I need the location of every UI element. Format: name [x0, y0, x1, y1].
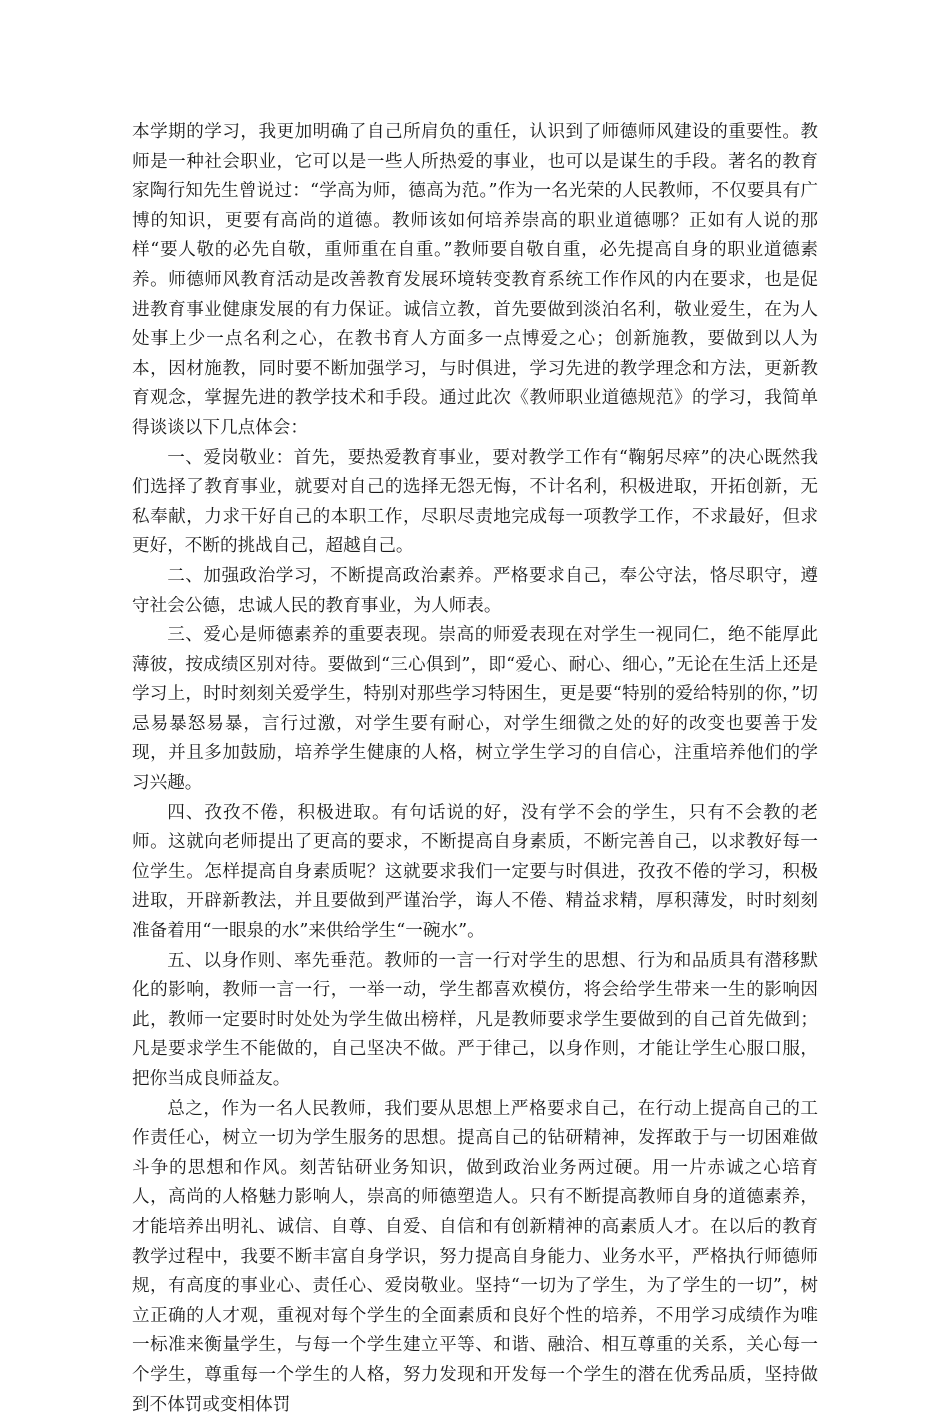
- document-body: [132, 118, 818, 1420]
- paragraph-point-5: 五、以身作则、率先垂范。教师的一言一行对学生的思想、行为和品质具有潜移默化的影响，教师一言一行，一举一动，学生都喜欢模仿，将会给学生带来一生的影响因此，教师一定要时时处处为学生做出榜样，凡是教师要求学生要做到的自己首先做到；凡是要求学生不能做的，自己坚决不做。严于律己，以身作则，才能让学生心服口服，把你当成良师益友。: [132, 950, 818, 1089]
- paragraph-conclusion: 总之，作为一名人民教师，我们要从思想上严格要求自己，在行动上提高自己的工作责任心，树立一切为学生服务的思想。提高自己的钻研精神，发挥敢于与一切困难做斗争的思想和作风。刻苦钻研业务知识，做到政治业务两过硬。用一片赤诚之心培育人，高尚的人格魅力影响人，崇高的师德塑造人。只有不断提高教师自身的道德素养，才能培养出明礼、诚信、自尊、自爱、自信和有创新精神的高素质人才。在以后的教育教学过程中，我要不断丰富自身学识，努力提高自身能力、业务水平，严格执行师德师规，有高度的事业心、责任心、爱岗敬业。坚持“一切为了学生，为了学生的一切”，树立正确的人才观，重视对每个学生的全面素质和良好个性的培养，不用学习成绩作为唯一标准来衡量学生，与每一个学生建立平等、和谐、融洽、相互尊重的关系，关心每一个学生，尊重每一个学生的人格，努力发现和开发每一个学生的潜在优秀品质，坚持做到不体罚或变相体罚: [132, 1098, 818, 1415]
- paragraph-point-4: 四、孜孜不倦，积极进取。有句话说的好，没有学不会的学生，只有不会教的老师。这就向老师提出了更高的要求，不断提高自身素质，不断完善自己，以求教好每一位学生。怎样提高自身素质呢？这就要求我们一定要与时俱进，孜孜不倦的学习，积极进取，开辟新教法，并且要做到严谨治学，诲人不倦、精益求精，厚积薄发，时时刻刻准备着用“一眼泉的水”来供给学生“一碗水”。: [132, 802, 818, 942]
- paragraph-point-3: 三、爱心是师德素养的重要表现。崇高的师爱表现在对学生一视同仁，绝不能厚此薄彼，按成绩区别对待。要做到“三心俱到”，即“爱心、耐心、细心，”无论在生活上还是学习上，时时刻刻关爱学生，特别对那些学习特困生，更是要“特别的爱给特别的你，”切忌易暴怒易暴，言行过激，对学生要有耐心，对学生细微之处的好的改变也要善于发现，并且多加鼓励，培养学生健康的人格，树立学生学习的自信心，注重培养他们的学习兴趣。: [132, 625, 818, 794]
- paragraph-intro: 本学期的学习，我更加明确了自己所肩负的重任，认识到了师德师风建设的重要性。教师是一种社会职业，它可以是一些人所热爱的事业，也可以是谋生的手段。著名的教育家陶行知先生曾说过：“学高为师，德高为范。”作为一名光荣的人民教师，不仅要具有广博的知识，更要有高尚的道德。教师该如何培养崇高的职业道德哪？正如有人说的那样“要人敬的必先自敬，重师重在自重。”教师要自敬自重，必先提高自身的职业道德素养。师德师风教育活动是改善教育发展环境转变教育系统工作作风的内在要求，也是促进教育事业健康发展的有力保证。诚信立教，首先要做到淡泊名利，敬业爱生，在为人处事上少一点名利之心，在教书育人方面多一点博爱之心；创新施教，要做到以人为本，因材施教，同时要不断加强学习，与时俱进，学习先进的教学理念和方法，更新教育观念，掌握先进的教学技术和手段。通过此次《教师职业道德规范》的学习，我简单得谈谈以下几点体会：: [132, 122, 818, 438]
- paragraph-point-1: 一、爱岗敬业：首先，要热爱教育事业，要对教学工作有“鞠躬尽瘁”的决心既然我们选择了教育事业，就要对自己的选择无怨无悔，不计名利，积极进取，开拓创新，无私奉献，力求干好自己的本职工作，尽职尽责地完成每一项教学工作，不求最好，但求更好，不断的挑战自己，超越自己。: [132, 447, 818, 557]
- paragraph-point-2: 二、加强政治学习，不断提高政治素养。严格要求自己，奉公守法，恪尽职守，遵守社会公德，忠诚人民的教育事业，为人师表。: [132, 565, 818, 616]
